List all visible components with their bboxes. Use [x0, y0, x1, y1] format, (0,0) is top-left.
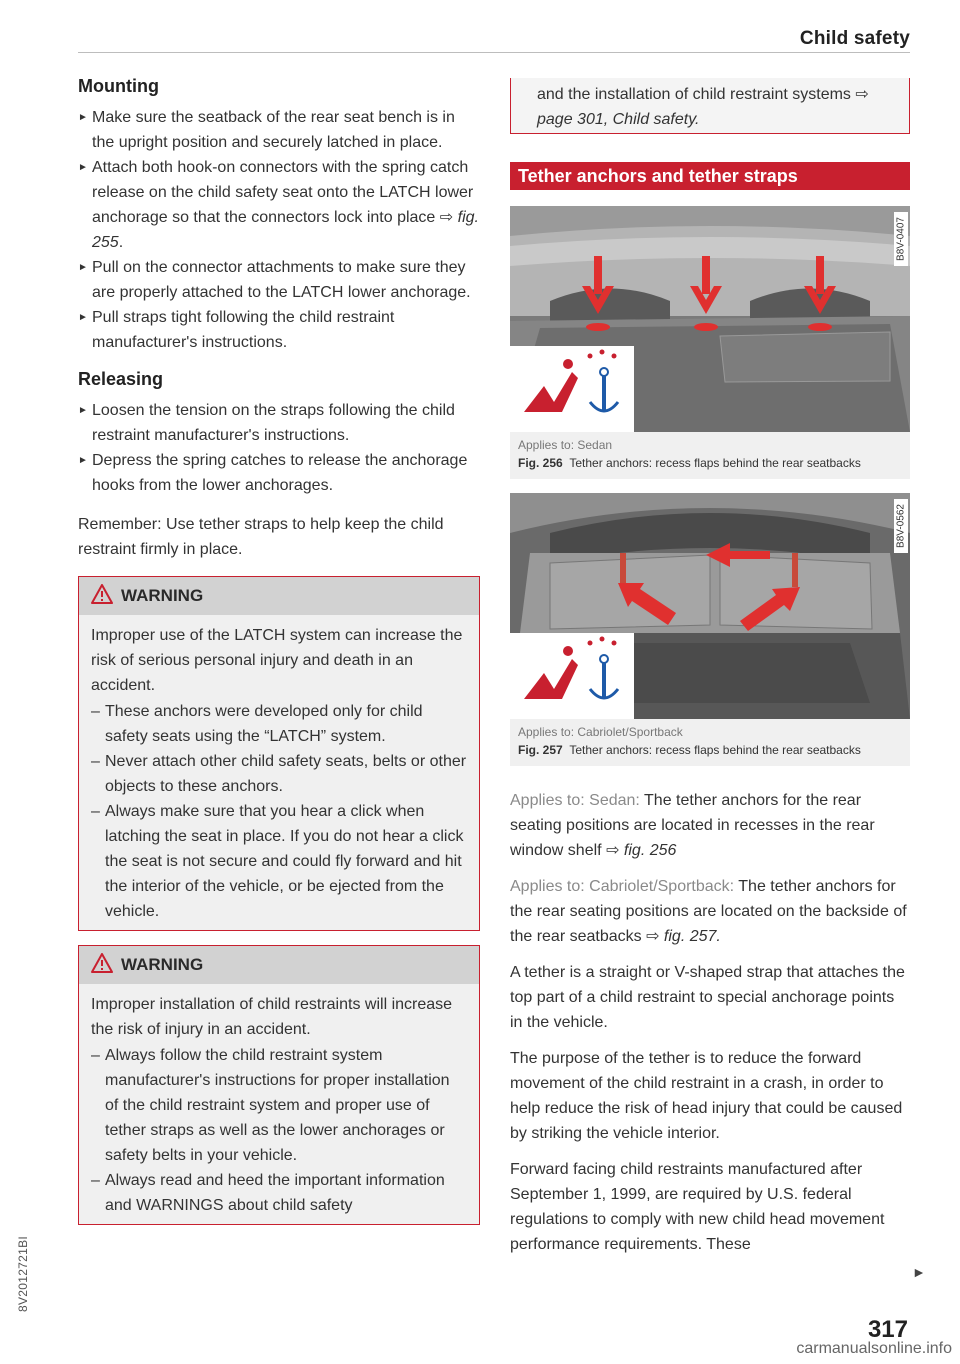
warning-box-installation [78, 945, 480, 1225]
right-column [510, 78, 910, 1268]
warning-title: WARNING [121, 586, 204, 605]
paragraph-regulations: Forward facing child restraints manufactured after September 1, 1999, are required by U.S. federal regulations to comply with new child head movement performance requirements. These [510, 1161, 885, 1253]
paragraph-sedan [510, 788, 910, 863]
figure-caption [510, 719, 910, 766]
figure-code-text: B8V-0562 [895, 504, 907, 548]
child-seat-anchor-icon [510, 633, 634, 719]
sportback-rear-seat-illustration [510, 493, 910, 719]
page-title: Child safety [799, 28, 910, 49]
figure-applies: Applies to: Cabriolet/Sportback [518, 725, 683, 739]
figure-code-text: B8V-0407 [895, 217, 907, 261]
warning-triangle-icon [91, 953, 113, 978]
warning-title: WARNING [121, 955, 204, 974]
warning-header [79, 577, 479, 615]
continued-note [510, 78, 910, 134]
continued-text [537, 82, 883, 132]
releasing-step-1: ► Loosen the tension on the straps following the child restraint manufacturer's instructions. [78, 398, 480, 448]
warning-body [79, 615, 479, 930]
remember-note: Remember: Use tether straps to help keep the child restraint firmly in place. [78, 516, 444, 558]
paragraph-tether-definition: A tether is a straight or V-shaped strap that attaches the top part of a child restraint to special anchorage points in the vehicle. [510, 964, 905, 1031]
warning-header [79, 946, 479, 984]
warning-item: – These anchors were developed only for child safety seats using the “LATCH” system. [91, 699, 467, 749]
continue-arrow-icon: ► [912, 1264, 926, 1280]
warning-item: – Always read and heed the important information and WARNINGS about child safety [91, 1168, 467, 1218]
mounting-step-1: ► Make sure the seatback of the rear seat bench is in the upright position and securely latched in place. [78, 105, 480, 155]
releasing-step-2: ► Depress the spring catches to release the anchorage hooks from the lower anchorages. [78, 448, 480, 498]
continued-text-body: and the installation of child restraint systems [537, 86, 851, 103]
figure-caption-text [518, 454, 902, 473]
figure-257 [510, 493, 910, 766]
figure-label: Fig. 257 [518, 743, 563, 757]
page-number: 317 [867, 1316, 908, 1343]
left-column [78, 72, 480, 1225]
warning-intro: Improper installation of child restraints will increase the risk of injury in an accident. [91, 996, 453, 1038]
paragraph-sportback [510, 874, 910, 949]
figure-caption-body: Tether anchors: recess flaps behind the rear seatbacks [569, 743, 861, 757]
paragraph-text: The tether anchors for the rear seating positions are located on the backside of the rear seatbacks [510, 878, 907, 945]
paragraph-text: The tether anchors for the rear seating positions are located in recesses in the rear window shelf [510, 792, 875, 859]
warning-body [79, 984, 479, 1224]
applies-lead: Applies to: Sedan: [510, 792, 640, 809]
section-heading: Tether anchors and tether straps [510, 162, 910, 190]
watermark: carmanualsonline.info [796, 1340, 952, 1357]
document-code: 8V2012721BI [16, 1235, 30, 1312]
mounting-heading: Mounting [78, 76, 159, 96]
figure-label: Fig. 256 [518, 456, 563, 470]
figure-caption-body: Tether anchors: recess flaps behind the rear seatbacks [569, 456, 861, 470]
child-seat-anchor-icon [510, 346, 634, 432]
warning-triangle-icon [91, 584, 113, 609]
mounting-step-2: ► Attach both hook-on connectors with the spring catch release on the child safety seat onto the LATCH lower anchorage so that the connectors lock into place ⇨ fig. 255. [78, 155, 480, 255]
warning-intro: Improper use of the LATCH system can increase the risk of serious personal injury and death in an accident. [91, 627, 463, 694]
sedan-rear-shelf-illustration [510, 206, 910, 432]
mounting-step-4: ► Pull straps tight following the child restraint manufacturer's instructions. [78, 305, 480, 355]
figure-code [894, 212, 908, 266]
warning-box-latch [78, 576, 480, 931]
figure-caption [510, 432, 910, 479]
fig-255-link[interactable]: ⇨ fig. 255 [92, 209, 479, 251]
paragraph-tether-purpose: The purpose of the tether is to reduce the forward movement of the child restraint in a crash, in order to help reduce the risk of head injury that could be caused by striking the vehicle interior. [510, 1050, 903, 1142]
fig-256-link[interactable]: ⇨ fig. 256 [606, 842, 677, 859]
child-safety-link[interactable]: ⇨ page 301, Child safety. [537, 86, 869, 128]
warning-item: – Never attach other child safety seats, belts or other objects to these anchors. [91, 749, 467, 799]
warning-item: – Always follow the child restraint system manufacturer's instructions for proper installation of the child restraint system and proper use of tether straps as well as the lower anchorages or safety belts in your vehicle. [91, 1043, 467, 1168]
figure-256-image [510, 206, 910, 432]
figure-applies: Applies to: Sedan [518, 438, 613, 452]
figure-caption-text [518, 741, 902, 760]
mounting-step-2-text: Attach both hook-on connectors with the spring catch release on the child safety seat onto the LATCH lower anchorage so that the connectors lock into place [92, 159, 474, 226]
header-rule [78, 52, 910, 53]
applies-lead: Applies to: Cabriolet/Sportback: [510, 878, 735, 895]
figure-257-image [510, 493, 910, 719]
figure-code [894, 499, 908, 553]
warning-item: – Always make sure that you hear a click when latching the seat in place. If you do not hear a click the seat is not secure and could fly forward and hit the interior of the vehicle, or be ejected from the vehicle. [91, 799, 467, 924]
fig-257-link[interactable]: ⇨ fig. 257. [646, 928, 721, 945]
mounting-step-3: ► Pull on the connector attachments to make sure they are properly attached to the LATCH lower anchorage. [78, 255, 480, 305]
releasing-heading: Releasing [78, 369, 164, 389]
figure-256 [510, 206, 910, 479]
